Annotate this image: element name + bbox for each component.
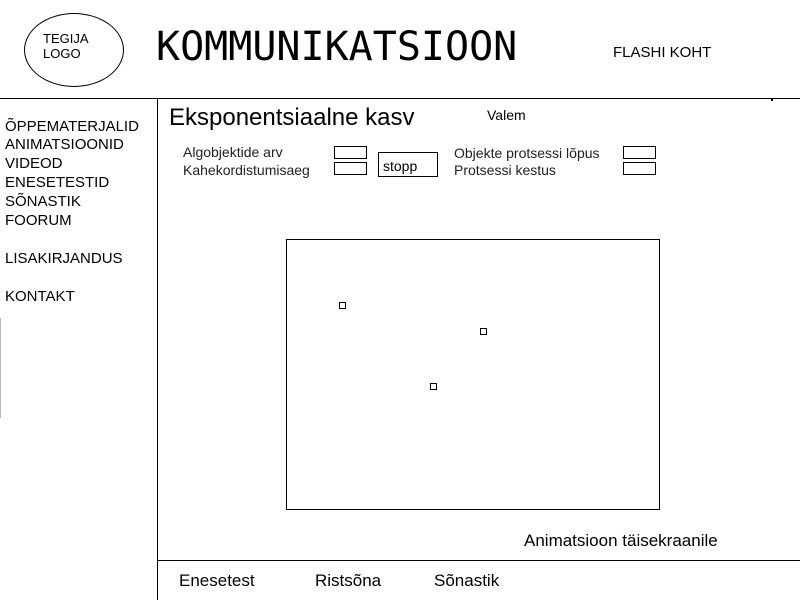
footer-item-enesetest[interactable]: Enesetest: [179, 571, 255, 590]
sidebar-item-oppematerjalid[interactable]: ÕPPEMATERJALID: [5, 118, 139, 135]
stop-button[interactable]: stopp: [378, 152, 438, 177]
sidebar-divider: [157, 98, 158, 600]
objects-at-end-input[interactable]: [623, 146, 656, 159]
initial-objects-input[interactable]: [334, 146, 367, 159]
page-title: Eksponentsiaalne kasv: [169, 104, 415, 131]
footer-divider: [157, 560, 800, 561]
header-divider: [0, 98, 800, 99]
formula-label: Valem: [487, 107, 526, 123]
doubling-time-label: Kahekordistumisaeg: [183, 162, 310, 178]
flash-placeholder: FLASHI KOHT: [613, 44, 712, 61]
sidebar-item-sonastik[interactable]: SÕNASTIK: [5, 193, 81, 210]
sidebar-item-enesetestid[interactable]: ENESETESTID: [5, 174, 110, 191]
logo: [24, 13, 124, 87]
objects-at-end-label: Objekte protsessi lõpus: [454, 145, 600, 161]
process-duration-label: Protsessi kestus: [454, 162, 556, 178]
sidebar-item-foorum[interactable]: FOORUM: [5, 212, 72, 229]
fullscreen-animation-link[interactable]: Animatsioon täisekraanile: [524, 531, 718, 550]
site-title: KOMMUNIKATSIOON: [156, 24, 518, 70]
logo-text: TEGIJA LOGO: [43, 31, 89, 61]
sidebar-edge-line: [0, 318, 1, 418]
footer-item-ristsona[interactable]: Ristsõna: [315, 571, 382, 590]
sidebar-item-videod[interactable]: VIDEOD: [5, 155, 63, 172]
animation-area[interactable]: [286, 239, 660, 510]
animation-object: [339, 302, 346, 309]
animation-object: [430, 383, 437, 390]
sidebar-item-lisakirjandus[interactable]: LISAKIRJANDUS: [5, 250, 123, 267]
sidebar-item-animatsioonid[interactable]: ANIMATSIOONID: [5, 136, 124, 153]
doubling-time-input[interactable]: [334, 162, 367, 175]
footer-item-sonastik[interactable]: Sõnastik: [434, 571, 500, 590]
initial-objects-label: Algobjektide arv: [183, 144, 283, 160]
process-duration-input[interactable]: [623, 162, 656, 175]
animation-object: [480, 328, 487, 335]
header-divider-tick: [771, 98, 773, 101]
sidebar-item-kontakt[interactable]: KONTAKT: [5, 288, 75, 305]
